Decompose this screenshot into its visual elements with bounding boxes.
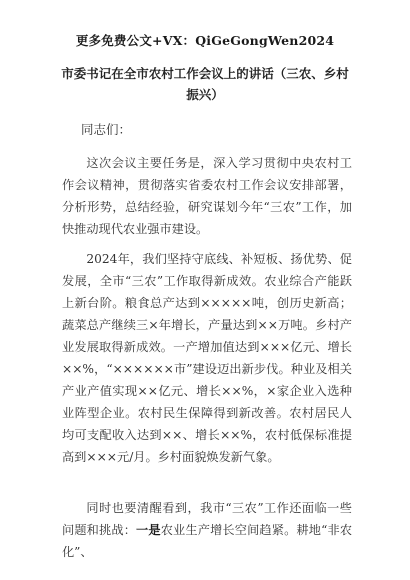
paragraph-intro: 这次会议主要任务是，深入学习贯彻中央农村工作会议精神，贯彻落实省委农村工作会议安排部署，分析形势，总结经验，研究谋划今年“三农”工作，加快推动现代农业强市建设。 — [62, 156, 352, 236]
promo-header: 更多免费公文+VX：QiGeGongWen2024 — [75, 33, 335, 48]
greeting: 同志们： — [81, 122, 132, 137]
document-title: 市委书记在全市农村工作会议上的讲话（三农、乡村振兴） — [61, 66, 349, 102]
paragraph-achievements: 2024年，我们坚持守底线、补短板、扬优势、促发展，全市“三农”工作取得新成效。农业综合产能跃上新台阶。粮食总产达到×××××吨，创历史新高；蔬菜总产继续三×年增长，产量达到××万吨。乡村产业发展取得新成效。一产增加值达到×××亿元、增长××%，“××××××市”建设迈出新步伐。种业及相关产业产值实现××亿元、增长××%，×家企业入选种业阵型企业。农村民生保障得到新改善。农村居民人均可支配收入达到××、增长××%，农村低保标准提高到×××元/月。乡村面貌焕发新气象。 — [62, 252, 352, 464]
paragraph-challenges — [62, 497, 352, 563]
first-point-marker: 一是 — [136, 523, 161, 537]
first-point-text: 农业生产增长空间趋紧。耕地“非农化”、 — [62, 523, 353, 559]
challenges-intro-text: 同时也要清醒看到，我市“三农”工作还面临一些问题和挑战： — [62, 501, 352, 537]
